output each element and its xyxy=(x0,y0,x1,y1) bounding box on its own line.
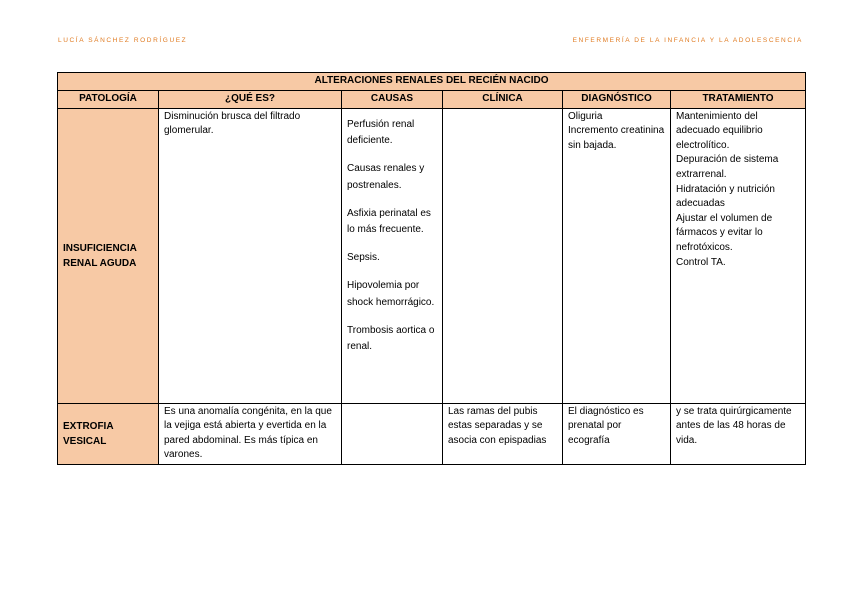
row-label-insuficiencia: INSUFICIENCIA RENAL AGUDA xyxy=(58,108,159,403)
column-header-causas: CAUSAS xyxy=(342,90,443,108)
cell-tratamiento: y se trata quirúrgicamente antes de las 48 horas de vida. xyxy=(671,403,806,464)
diagnostico-item: Incremento creatinina sin bajada. xyxy=(568,125,665,151)
tratamiento-item: Ajustar el volumen de fármacos y evitar lo nefrotóxicos. xyxy=(676,212,773,253)
column-header-diagnostico: DIAGNÓSTICO xyxy=(563,90,671,108)
diagnostico-item: Oliguria xyxy=(568,110,603,122)
tratamiento-item: Depuración de sistema extrarrenal. xyxy=(676,154,779,180)
cell-diagnostico xyxy=(563,108,671,403)
column-header-tratamiento: TRATAMIENTO xyxy=(671,90,806,108)
cell-tratamiento xyxy=(671,108,806,403)
renal-alterations-table xyxy=(57,72,806,465)
table-header-row xyxy=(58,90,806,108)
causa-item: Trombosis aortica o renal. xyxy=(347,324,435,353)
column-header-patologia: PATOLOGÍA xyxy=(58,90,159,108)
tratamiento-item: Control TA. xyxy=(676,256,726,268)
table-row xyxy=(58,403,806,464)
tratamiento-item: Hidratación y nutrición adecuadas xyxy=(676,183,775,210)
column-header-que-es: ¿QUÉ ES? xyxy=(159,90,342,108)
cell-diagnostico: El diagnóstico es prenatal por ecografía xyxy=(563,403,671,464)
column-header-clinica: CLÍNICA xyxy=(443,90,563,108)
cell-causas xyxy=(342,108,443,403)
causa-item: Asfixia perinatal es lo más frecuente. xyxy=(347,207,431,236)
header-subject: ENFERMERÍA DE LA INFANCIA Y LA ADOLESCENCIA xyxy=(572,37,803,44)
cell-clinica: Las ramas del pubis estas separadas y se asocia con epispadias xyxy=(443,403,563,464)
cell-que-es: Disminución brusca del filtrado glomerular. xyxy=(159,108,342,403)
row-label-extrofia: EXTROFIA VESICAL xyxy=(58,403,159,464)
table-title: ALTERACIONES RENALES DEL RECIÉN NACIDO xyxy=(58,73,806,91)
cell-clinica xyxy=(443,108,563,403)
table-title-row xyxy=(58,73,806,91)
tratamiento-item: Mantenimiento del adecuado equilibrio electrolítico. xyxy=(676,110,763,151)
header-author: LUCÍA SÁNCHEZ RODRÍGUEZ xyxy=(58,37,188,44)
table-row xyxy=(58,108,806,403)
causa-item: Causas renales y postrenales. xyxy=(347,163,425,191)
causa-item: Perfusión renal deficiente. xyxy=(347,118,415,147)
causa-item: Hipovolemia por shock hemorrágico. xyxy=(347,280,435,308)
cell-que-es: Es una anomalía congénita, en la que la vejiga está abierta y evertida en la pared abdominal. Es más típica en varones. xyxy=(159,403,342,464)
cell-causas xyxy=(342,403,443,464)
causa-item: Sepsis. xyxy=(347,252,380,264)
